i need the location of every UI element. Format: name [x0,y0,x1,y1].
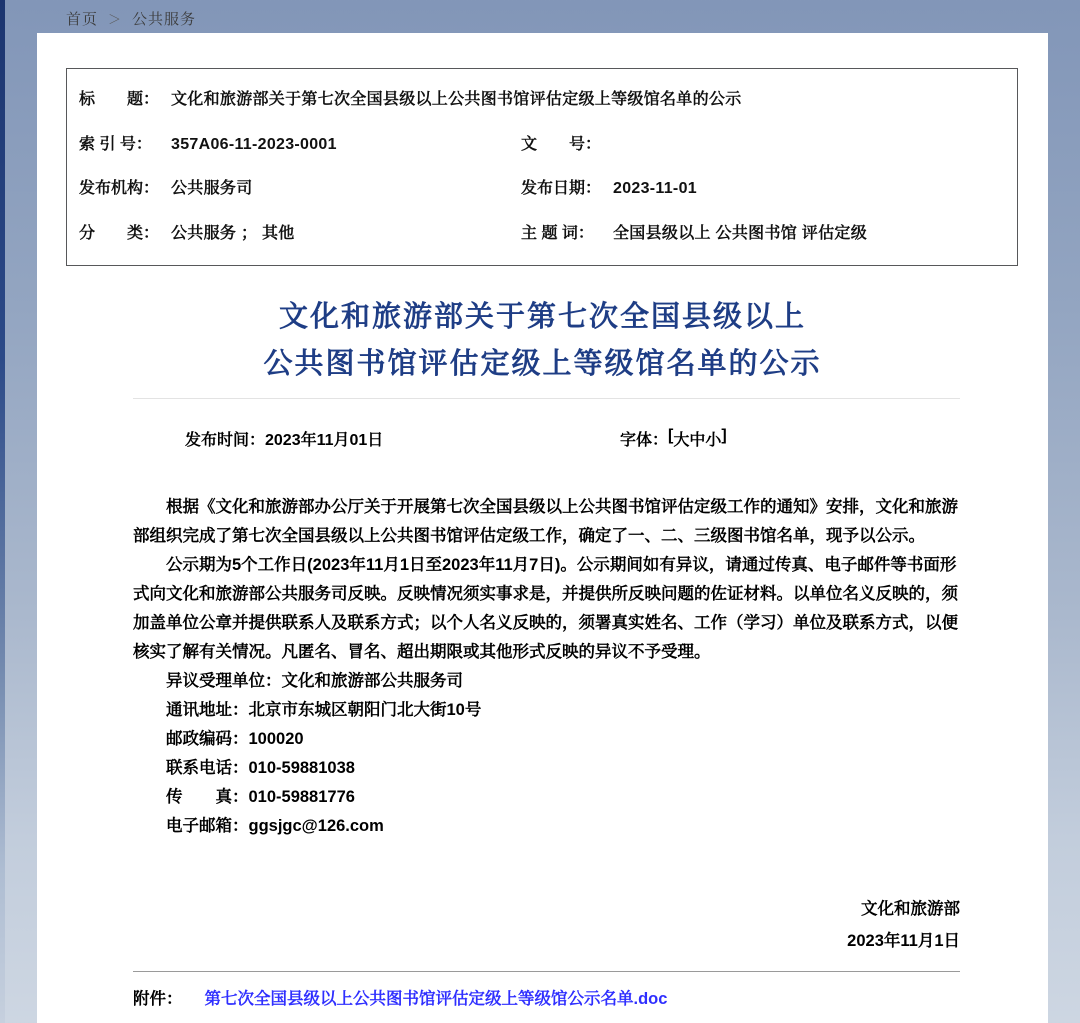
contact-line-email: 电子邮箱：ggsjgc@126.com [166,817,384,835]
breadcrumb [66,8,196,29]
signature-date: 2023年11月1日 [847,932,960,950]
meta-title-label: 标 题： [79,91,160,109]
page-title-line2: 公共图书馆评估定级上等级馆名单的公示 [263,348,822,380]
breadcrumb-home-link[interactable]: 首页 [66,11,99,28]
meta-index-label: 索 引 号： [79,135,152,153]
document-content [133,398,960,1023]
meta-cell-keywords [521,223,1017,245]
notice-paragraph-1: 根据《文化和旅游部办公厅关于开展第七次全国县级以上公共图书馆评估定级工作的通知》安排，文化和旅游部组织完成了第七次全国县级以上公共图书馆评估定级工作，确定了一、二、三级图书馆名单，现予以公示。 [133,498,958,545]
meta-cell-title [79,89,742,111]
meta-date-value: 2023-11-01 [613,180,697,198]
font-size-small-button[interactable]: 小 [705,432,722,449]
meta-cell-doc-number [521,134,1017,156]
publish-time: 发布时间：2023年11月01日 [185,432,384,449]
attachment-label: 附件： [133,990,183,1008]
left-accent-strip [0,0,5,1023]
breadcrumb-current-public-service[interactable]: 公共服务 [132,11,197,28]
page-title [37,294,1048,388]
contact-line-address: 通讯地址：北京市东城区朝阳门北大街10号 [166,701,482,719]
notice-paragraph-2: 公示期为5个工作日(2023年11月1日至2023年11月7日)。公示期间如有异议，请通过传真、电子邮件等书面形式向文化和旅游部公共服务司反映。反映情况须实事求是，并提供所反映问题的佐证材料。以单位名义反映的，须加盖单位公章并提供联系人及联系方式；以个人名义反映的，须署真实姓名、工作（学习）单位及联系方式，以便核实了解有关情况。凡匿名、冒名、超出期限或其他形式反映的异议不予受理。 [133,556,958,661]
font-size-switcher [620,427,727,450]
meta-keywords-value: 全国县级以上 公共图书馆 评估定级 [613,224,867,242]
attachment-section [133,971,960,1023]
contact-line-phone: 联系电话：010-59881038 [166,759,355,777]
meta-org-label: 发布机构： [79,180,160,198]
attachment-doc-link[interactable]: 第七次全国县级以上公共图书馆评估定级上等级馆公示名单.doc [204,990,668,1008]
signature-block [133,893,960,957]
meta-cell-category [79,223,521,245]
breadcrumb-separator: ＞ [108,12,123,27]
signature-organization: 文化和旅游部 [861,900,960,918]
meta-title-value: 文化和旅游部关于第七次全国县级以上公共图书馆评估定级上等级馆名单的公示 [171,91,742,109]
contact-line-postcode: 邮政编码：100020 [166,730,304,748]
meta-row-title [67,89,1017,111]
font-size-bracket-close: ] [721,427,727,444]
contact-line-fax: 传 真：010-59881776 [166,788,355,806]
content-panel [37,33,1048,1023]
page-title-line1: 文化和旅游部关于第七次全国县级以上 [278,301,806,333]
meta-row-index [67,134,1017,156]
meta-date-label: 发布日期： [521,180,602,198]
contact-line-objection-unit: 异议受理单位：文化和旅游部公共服务司 [166,672,463,690]
meta-row-org [67,178,1017,200]
notice-body [133,493,960,841]
meta-category-label: 分 类： [79,224,160,242]
font-size-bracket-open: [ [668,427,674,444]
document-metadata-table [66,68,1018,266]
font-size-label: 字体： [620,432,669,449]
meta-docnum-label: 文 号： [521,135,602,153]
publish-info-row [133,399,960,457]
font-size-medium-button[interactable]: 中 [689,432,706,449]
meta-cell-publish-date [521,178,1017,200]
meta-keywords-label: 主 题 词： [521,224,594,242]
font-size-large-button[interactable]: 大 [673,432,690,449]
meta-cell-publish-org [79,178,521,200]
meta-category-value: 公共服务 ； 其他 [171,224,295,242]
meta-cell-index-number [79,134,521,156]
meta-org-value: 公共服务司 [171,180,253,198]
meta-row-category [67,223,1017,245]
meta-index-value: 357A06-11-2023-0001 [171,135,337,153]
